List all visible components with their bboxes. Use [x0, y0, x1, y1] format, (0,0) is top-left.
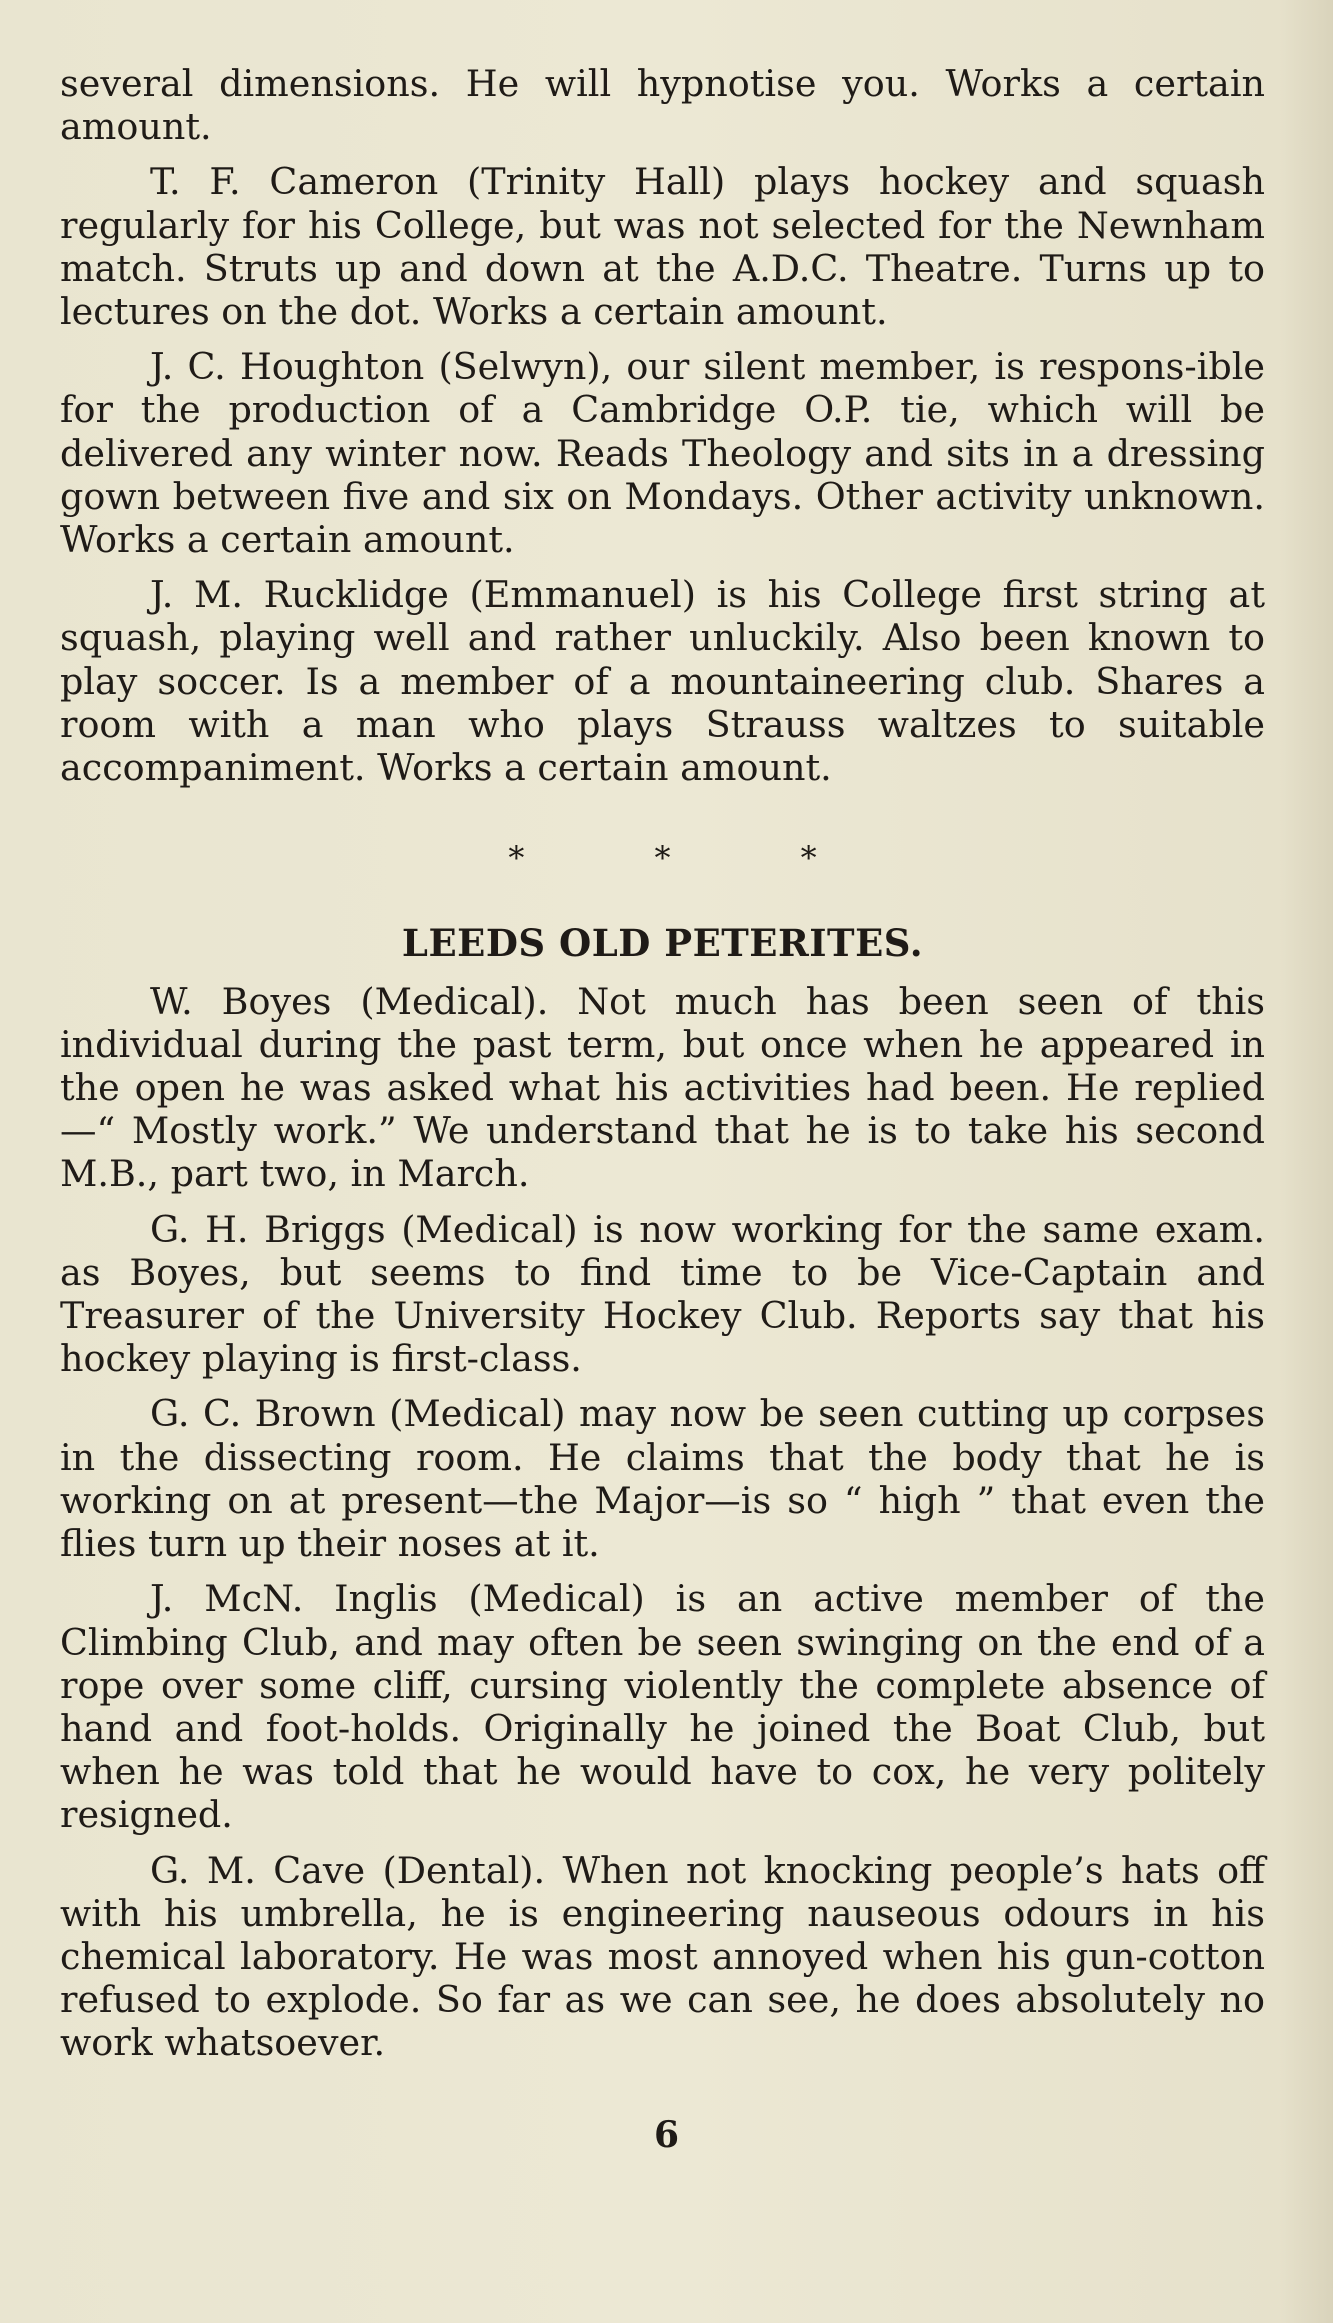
paragraph-cave: G. M. Cave (Dental). When not knocking people’s hats off with his umbrella, he is engineering nauseous odours in his chemical laboratory. He was most annoyed when his gun-cotton refused to explode. So far as we can see, he does absolutely no work whatsoever. — [60, 1848, 1265, 2065]
page-number: 6 — [653, 2114, 680, 2156]
section-heading: LEEDS OLD PETERITES. — [401, 921, 924, 966]
paragraph-rucklidge: J. M. Rucklidge (Emmanuel) is his College first string at squash, playing well and rather unluckily. Also been known to play soccer. Is a member of a mountaineering club. Shares a room with a man who plays Strauss waltzes to suitable accompaniment. Works a certain amount. — [60, 573, 1265, 790]
paragraph-inglis: J. McN. Inglis (Medical) is an active member of the Climbing Club, and may often be seen swinging on the end of a rope over some cliff, cursing violently the complete absence of hand and foot-holds. Originally he joined the Boat Club, but when he was told that he would have to cox, he very politely resigned. — [60, 1577, 1265, 1837]
paragraph-boyes: W. Boyes (Medical). Not much has been seen of this individual during the past term, but once when he appeared in the open he was asked what his activities had been. He replied—“ Mostly work.” We understand that he is to take his second M.B., part two, in March. — [60, 979, 1265, 1196]
paragraph-briggs: G. H. Briggs (Medical) is now working for the same exam. as Boyes, but seems to find time to be Vice-Captain and Treasurer of the University Hockey Club. Reports say that his hockey playing is first-class. — [60, 1207, 1265, 1381]
paragraph-houghton: J. C. Houghton (Selwyn), our silent member, is respons-ible for the production of a Cambridge O.P. tie, which will be delivered any winter now. Reads Theology and sits in a dressing gown between five and six on Mondays. Other activity unknown. Works a certain amount. — [60, 345, 1265, 562]
paragraph-brown: G. C. Brown (Medical) may now be seen cutting up corpses in the dissecting room. He claims that the body that he is working on at present—the Major—is so “ high ” that even the flies turn up their noses at it. — [60, 1392, 1265, 1566]
section-separator: * * * — [508, 839, 877, 878]
paragraph-cameron: T. F. Cameron (Trinity Hall) plays hockey and squash regularly for his College, but was not selected for the Newnham match. Struts up and down at the A.D.C. Theatre. Turns up to lectures on the dot. Works a certain amount. — [60, 160, 1265, 334]
page-content — [60, 62, 1265, 2077]
paragraph-continuation: several dimensions. He will hypnotise you. Works a certain amount. — [60, 62, 1265, 149]
